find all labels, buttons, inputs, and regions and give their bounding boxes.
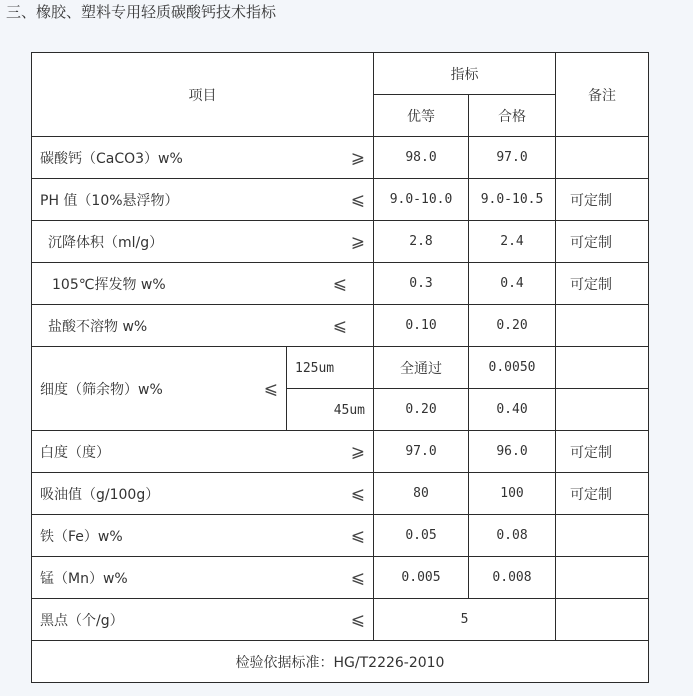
row-name-cell — [32, 137, 374, 179]
superior-value: 80 — [374, 473, 469, 515]
table-row — [32, 515, 649, 557]
superior-value: 0.10 — [374, 305, 469, 347]
superior-value: 0.3 — [374, 263, 469, 305]
remark-value — [556, 557, 649, 599]
qualified-value: 2.4 — [469, 221, 556, 263]
superior-value: 97.0 — [374, 431, 469, 473]
row-name-cell — [32, 431, 374, 473]
table-row — [32, 221, 649, 263]
sieve-size — [287, 347, 374, 389]
header-index: 指标 — [374, 53, 556, 95]
row-name: 沉降体积（ml/g） — [48, 234, 164, 251]
row-name: 细度（筛余物）w% — [40, 381, 163, 398]
table-row — [32, 263, 649, 305]
row-name-cell — [32, 305, 374, 347]
qualified-value: 0.008 — [469, 557, 556, 599]
spec-table — [31, 52, 649, 683]
qualified-value: 100 — [469, 473, 556, 515]
table-row — [32, 599, 649, 641]
remark-value — [556, 137, 649, 179]
header-row-1 — [32, 53, 649, 95]
row-name-cell — [32, 263, 374, 305]
row-name-cell — [32, 221, 374, 263]
remark-value: 可定制 — [556, 431, 649, 473]
row-name-cell — [32, 557, 374, 599]
header-superior: 优等 — [374, 95, 469, 137]
row-name: 白度（度） — [40, 444, 110, 461]
superior-value: 0.05 — [374, 515, 469, 557]
row-name-cell — [32, 599, 374, 641]
superior-value: 0.20 — [374, 389, 469, 431]
table-row — [32, 305, 649, 347]
remark-value — [556, 515, 649, 557]
row-name: 吸油值（g/100g） — [40, 486, 160, 503]
sieve-size — [287, 389, 374, 431]
header-remark: 备注 — [556, 53, 649, 137]
superior-value: 2.8 — [374, 221, 469, 263]
row-name-cell — [32, 515, 374, 557]
row-name: 105℃挥发物 w% — [52, 276, 166, 293]
superior-value: 0.005 — [374, 557, 469, 599]
comparison-symbol: ⩾ — [350, 231, 365, 252]
comparison-symbol: ⩽ — [263, 378, 278, 399]
row-name: 锰（Mn）w% — [40, 570, 128, 587]
comparison-symbol: ⩽ — [350, 483, 365, 504]
remark-value — [556, 347, 649, 389]
row-name-cell — [32, 179, 374, 221]
table-row — [32, 431, 649, 473]
superior-value: 98.0 — [374, 137, 469, 179]
table-row — [32, 473, 649, 515]
combined-value: 5 — [374, 599, 556, 641]
table-row — [32, 179, 649, 221]
comparison-symbol: ⩽ — [350, 525, 365, 546]
remark-value: 可定制 — [556, 263, 649, 305]
qualified-value: 0.0050 — [469, 347, 556, 389]
table-row — [32, 557, 649, 599]
remark-value — [556, 305, 649, 347]
remark-value: 可定制 — [556, 221, 649, 263]
qualified-value: 96.0 — [469, 431, 556, 473]
standard-note: 检验依据标准：HG/T2226-2010 — [32, 641, 649, 683]
remark-value — [556, 389, 649, 431]
comparison-symbol: ⩽ — [350, 609, 365, 630]
superior-value: 9.0-10.0 — [374, 179, 469, 221]
row-name-cell — [32, 473, 374, 515]
qualified-value: 97.0 — [469, 137, 556, 179]
qualified-value: 0.40 — [469, 389, 556, 431]
header-item: 项目 — [32, 53, 374, 137]
table-row — [32, 137, 649, 179]
remark-value — [556, 599, 649, 641]
comparison-symbol: ⩽ — [332, 273, 347, 294]
header-qualified: 合格 — [469, 95, 556, 137]
row-name: PH 值（10%悬浮物） — [40, 192, 179, 209]
remark-value: 可定制 — [556, 179, 649, 221]
remark-value: 可定制 — [556, 473, 649, 515]
row-name: 黑点（个/g） — [40, 612, 124, 629]
comparison-symbol: ⩾ — [350, 147, 365, 168]
qualified-value: 0.4 — [469, 263, 556, 305]
comparison-symbol: ⩽ — [350, 189, 365, 210]
sieve-size-label: 125um — [295, 360, 335, 376]
row-name: 碳酸钙（CaCO3）w% — [40, 150, 183, 167]
footer-row — [32, 641, 649, 683]
comparison-symbol: ⩽ — [350, 567, 365, 588]
fineness-name-cell — [32, 347, 287, 431]
qualified-value: 0.08 — [469, 515, 556, 557]
sieve-size-label: 45um — [333, 402, 365, 418]
comparison-symbol: ⩾ — [350, 441, 365, 462]
row-name: 盐酸不溶物 w% — [48, 318, 148, 335]
page-title: 三、橡胶、塑料专用轻质碳酸钙技术指标 — [6, 3, 277, 21]
row-name: 铁（Fe）w% — [40, 528, 123, 545]
comparison-symbol: ⩽ — [332, 315, 347, 336]
qualified-value: 9.0-10.5 — [469, 179, 556, 221]
qualified-value: 0.20 — [469, 305, 556, 347]
superior-value: 全通过 — [374, 347, 469, 389]
table-row — [32, 347, 649, 389]
